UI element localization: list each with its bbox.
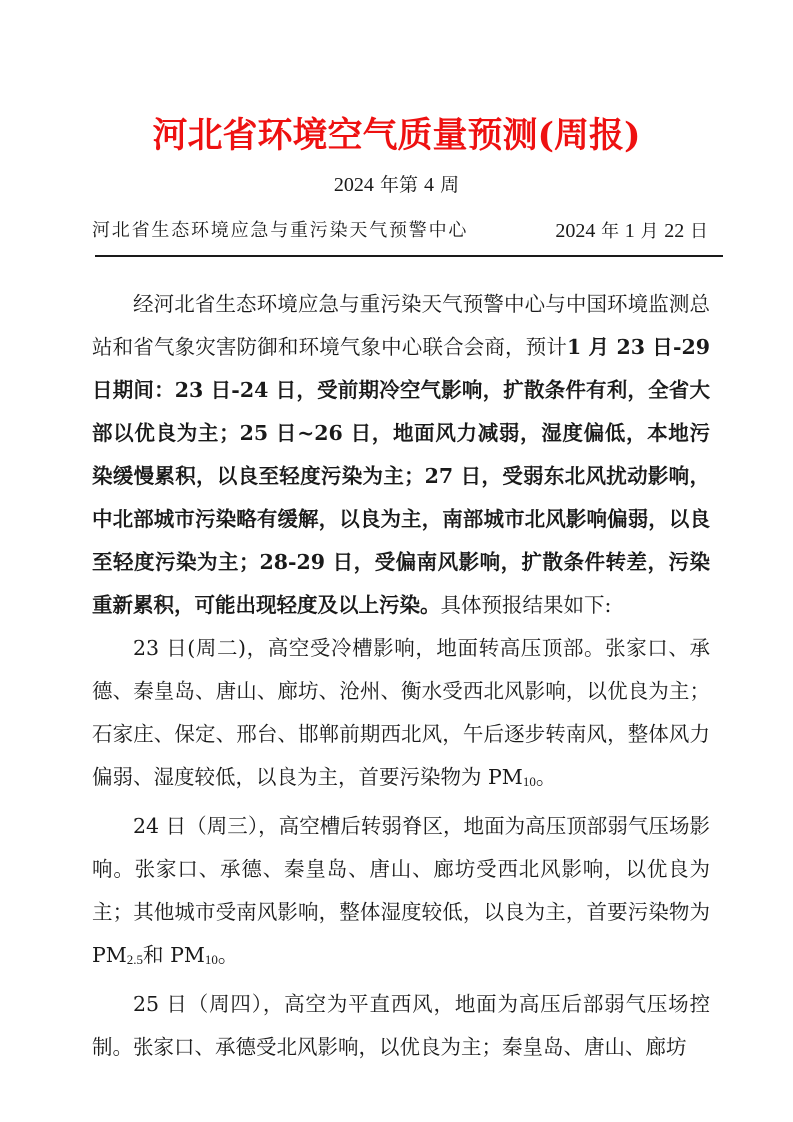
publish-date-year-unit: 年: [601, 221, 620, 242]
day-forecast-25: [92, 983, 710, 1069]
publish-date-month: 1: [624, 220, 635, 242]
issue-number: [0, 172, 793, 198]
publish-date-month-unit: 月: [640, 221, 659, 242]
publish-date-day: 22: [664, 220, 685, 242]
publish-date-year: 2024: [555, 220, 596, 242]
issue-year-unit: 年第: [379, 174, 418, 196]
summary-outro: 具体预报结果如下:: [440, 593, 612, 617]
publish-date: [555, 218, 708, 245]
publisher-name: 河北省生态环境应急与重污染天气预警中心: [92, 220, 469, 241]
report-body: [92, 283, 710, 1069]
publisher-row: [92, 218, 708, 244]
day-24-pm25-subscript: 2.5: [126, 952, 144, 967]
issue-week-unit: 周: [440, 174, 460, 196]
day-24-text: 24 日（周三），高空槽后转弱脊区，地面为高压顶部弱气压场影响。张家口、承德、秦皇岛、唐山、廊坊受西北风影响，以优良为主；其他城市受南风影响，整体湿度较低，以良为主，首要污染物为 PM: [92, 814, 710, 967]
day-24-tail: 。: [217, 943, 239, 967]
day-23-pm-subscript: 10: [522, 774, 536, 789]
summary-intro: 经河北省生态环境应急与重污染天气预警中心与中国环境监测总站和省气象灾害防御和环境气象中心联合会商，预计: [92, 292, 710, 359]
day-23-text: 23 日(周二)，高空受冷槽影响，地面转高压顶部。张家口、承德、秦皇岛、唐山、廊坊、沧州、衡水受西北风影响，以优良为主；石家庄、保定、邢台、邯郸前期西北风，午后逐步转南风，整体风力偏弱、湿度较低，以良为主，首要污染物为 PM: [92, 636, 710, 789]
issue-year: 2024: [333, 174, 374, 196]
day-24-mid: 和 PM: [143, 943, 205, 967]
day-25-text: 25 日（周四），高空为平直西风，地面为高压后部弱气压场控制。张家口、承德受北风影响，以优良为主；秦皇岛、唐山、廊坊: [92, 992, 710, 1059]
day-forecast-23: [92, 627, 710, 799]
report-title: 河北省环境空气质量预测(周报): [152, 115, 641, 156]
day-forecast-24: [92, 805, 710, 977]
day-24-pm10-subscript: 10: [204, 952, 218, 967]
header-divider: [95, 255, 723, 257]
issue-week: 4: [424, 174, 435, 196]
summary-forecast: 1 月 23 日-29 日期间：23 日-24 日，受前期冷空气影响，扩散条件有利，全省大部以优良为主；25 日~26 日，地面风力减弱，湿度偏低，本地污染缓慢累积，以良至轻度污染为主；27 日，受弱东北风扰动影响，中北部城市污染略有缓解，以良为主，南部城市北风影响偏弱，以良至轻度污染为主；28-29 日，受偏南风影响，扩散条件转差，污染重新累积，可能出现轻度及以上污染。: [92, 335, 710, 617]
day-23-tail: 。: [535, 765, 557, 789]
publish-date-day-unit: 日: [690, 221, 708, 242]
summary-paragraph: [92, 283, 710, 627]
